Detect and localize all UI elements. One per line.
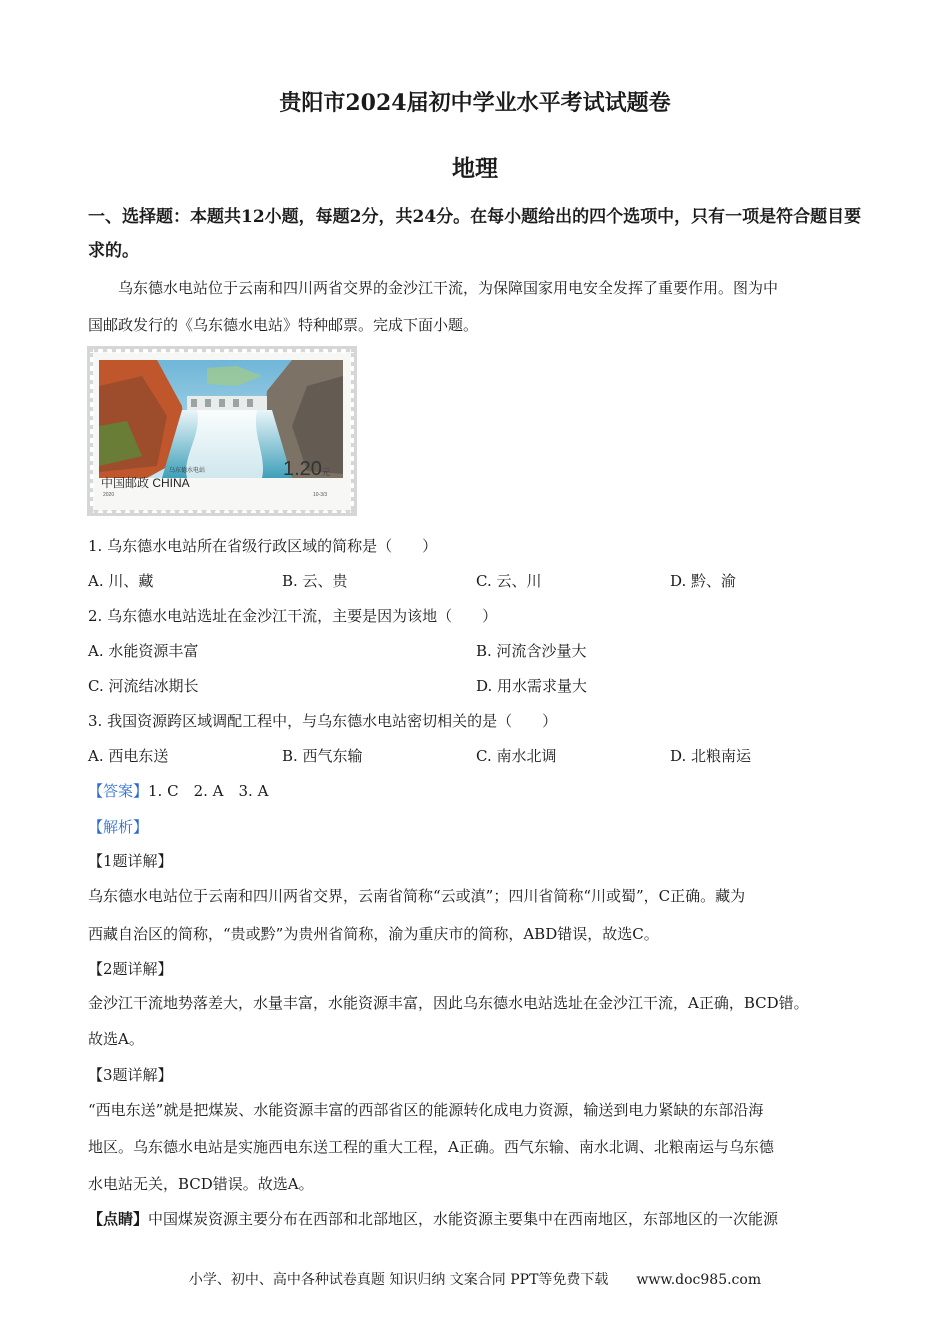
q2-option-c: C. 河流结冰期长 xyxy=(88,677,199,695)
q1-option-c: C. 云、川 xyxy=(476,572,542,590)
q2-detail-line-2: 故选A。 xyxy=(88,1030,144,1048)
q1-detail-title: 【1题详解】 xyxy=(88,852,173,870)
stamp-year: 2020 xyxy=(103,492,115,498)
stamp-caption: 乌东德水电站 xyxy=(169,467,206,474)
q2-option-d: D. 用水需求量大 xyxy=(476,677,588,695)
key-point-line xyxy=(88,1208,778,1229)
subject-title: 地理 xyxy=(452,155,498,182)
q1-option-b: B. 云、贵 xyxy=(282,572,348,590)
q3-option-a: A. 西电东送 xyxy=(88,747,169,765)
question-1: 1. 乌东德水电站所在省级行政区域的简称是（ ） xyxy=(88,537,438,555)
intro-line-1: 乌东德水电站位于云南和四川两省交界的金沙江干流，为保障国家用电安全发挥了重要作用。图为中 xyxy=(118,279,779,297)
q3-detail-line-1: “西电东送”就是把煤炭、水能资源丰富的西部省区的能源转化成电力资源，输送到电力紧缺的东部沿海 xyxy=(88,1101,764,1119)
q3-detail-line-3: 水电站无关，BCD错误。故选A。 xyxy=(88,1175,314,1193)
page-footer: 小学、初中、高中各种试卷真题 知识归纳 文案合同 PPT等免费下载 www.doc985.com xyxy=(188,1272,762,1288)
answer-label: 【答案】 xyxy=(88,782,149,800)
q1-detail-line-2: 西藏自治区的简称，“贵或黔”为贵州省简称，渝为重庆市的简称，ABD错误，故选C。 xyxy=(88,925,659,943)
q2-detail-line-1: 金沙江干流地势落差大，水量丰富，水能资源丰富，因此乌东德水电站选址在金沙江干流，A正确，BCD错。 xyxy=(88,994,809,1012)
stamp-image xyxy=(87,346,357,516)
key-point-label: 【点睛】 xyxy=(88,1210,149,1228)
stamp-value xyxy=(283,458,330,481)
q3-option-d: D. 北粮南运 xyxy=(670,747,752,765)
q1-option-a: A. 川、藏 xyxy=(88,572,154,590)
q3-detail-line-2: 地区。乌东德水电站是实施西电东送工程的重大工程，A正确。西气东输、南水北调、北粮南运与乌东德 xyxy=(88,1138,774,1156)
answer-text: 1. C 2. A 3. A xyxy=(148,782,269,800)
q2-option-b: B. 河流含沙量大 xyxy=(476,642,587,660)
stamp-brand: 中国邮政 CHINA xyxy=(101,476,190,490)
q3-detail-title: 【3题详解】 xyxy=(88,1066,173,1084)
stamp-value-unit: 元 xyxy=(321,468,330,477)
exam-title: 贵阳市2024届初中学业水平考试试题卷 xyxy=(279,90,671,116)
q2-option-a: A. 水能资源丰富 xyxy=(88,642,199,660)
analysis-label: 【解析】 xyxy=(88,818,149,836)
question-2: 2. 乌东德水电站选址在金沙江干流，主要是因为该地（ ） xyxy=(88,607,498,625)
stamp-code: 10-3/3 xyxy=(313,492,328,498)
q3-option-c: C. 南水北调 xyxy=(476,747,557,765)
stamp-value-number: 1.20 xyxy=(283,458,322,480)
intro-line-2: 国邮政发行的《乌东德水电站》特种邮票。完成下面小题。 xyxy=(88,316,479,334)
q3-option-b: B. 西气东输 xyxy=(282,747,363,765)
question-3: 3. 我国资源跨区域调配工程中，与乌东德水电站密切相关的是（ ） xyxy=(88,712,558,730)
answer-line xyxy=(88,780,268,801)
section-heading: 一、选择题：本题共12小题，每题2分，共24分。在每小题给出的四个选项中，只有一项是符合题目要求的。 xyxy=(88,207,862,261)
q1-option-d: D. 黔、渝 xyxy=(670,572,737,590)
q1-detail-line-1: 乌东德水电站位于云南和四川两省交界，云南省简称“云或滇”；四川省简称“川或蜀”，C正确。藏为 xyxy=(88,887,746,905)
q2-detail-title: 【2题详解】 xyxy=(88,960,173,978)
key-point-text: 中国煤炭资源主要分布在西部和北部地区，水能资源主要集中在西南地区，东部地区的一次能源 xyxy=(148,1210,779,1228)
